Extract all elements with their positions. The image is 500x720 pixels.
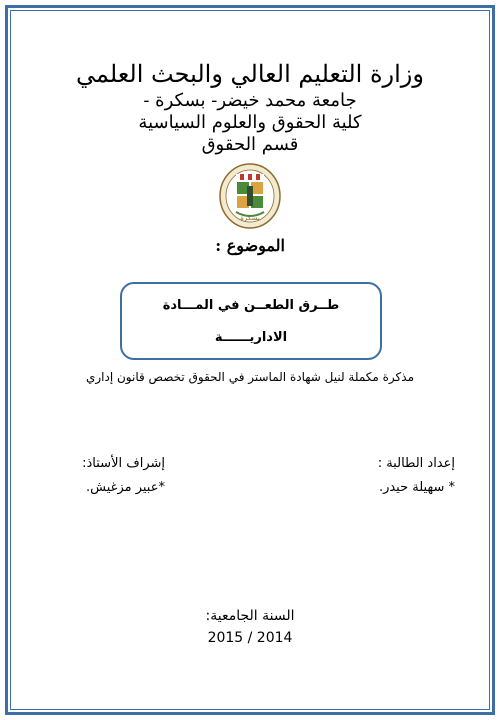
department-name: قسم الحقوق	[201, 134, 299, 155]
supervisor-name: *عبير مزغيش.	[86, 480, 165, 495]
university-emblem-icon	[218, 162, 282, 230]
academic-year-block	[0, 605, 500, 649]
student-block	[378, 452, 455, 500]
academic-year-value: 2015 / 2014	[207, 630, 293, 646]
student-label: إعداد الطالبة :	[377, 456, 455, 471]
topic-label: الموضوع :	[215, 236, 285, 255]
thesis-title-box	[120, 282, 382, 360]
academic-year-label: السنة الجامعية:	[205, 608, 295, 624]
thesis-description: مذكرة مكملة لنيل شهادة الماستر في الحقوق تخصص قانون إداري	[85, 370, 414, 384]
faculty-name: كلية الحقوق والعلوم السياسية	[138, 112, 362, 133]
supervisor-block	[82, 452, 165, 500]
university-name: جامعة محمد خيضر- بسكرة -	[143, 90, 357, 111]
emblem-caption: بسكرة	[240, 214, 260, 222]
thesis-title-line1: طــرق الطعــن في المـــادة	[162, 298, 340, 313]
student-name: * سهيلة حيدر.	[378, 480, 455, 495]
supervisor-label: إشراف الأستاذ:	[82, 456, 165, 471]
thesis-title-line2: الاداريــــــة	[214, 330, 288, 345]
header-block	[0, 58, 500, 156]
ministry-name: وزارة التعليم العالي والبحث العلمي	[76, 60, 424, 88]
